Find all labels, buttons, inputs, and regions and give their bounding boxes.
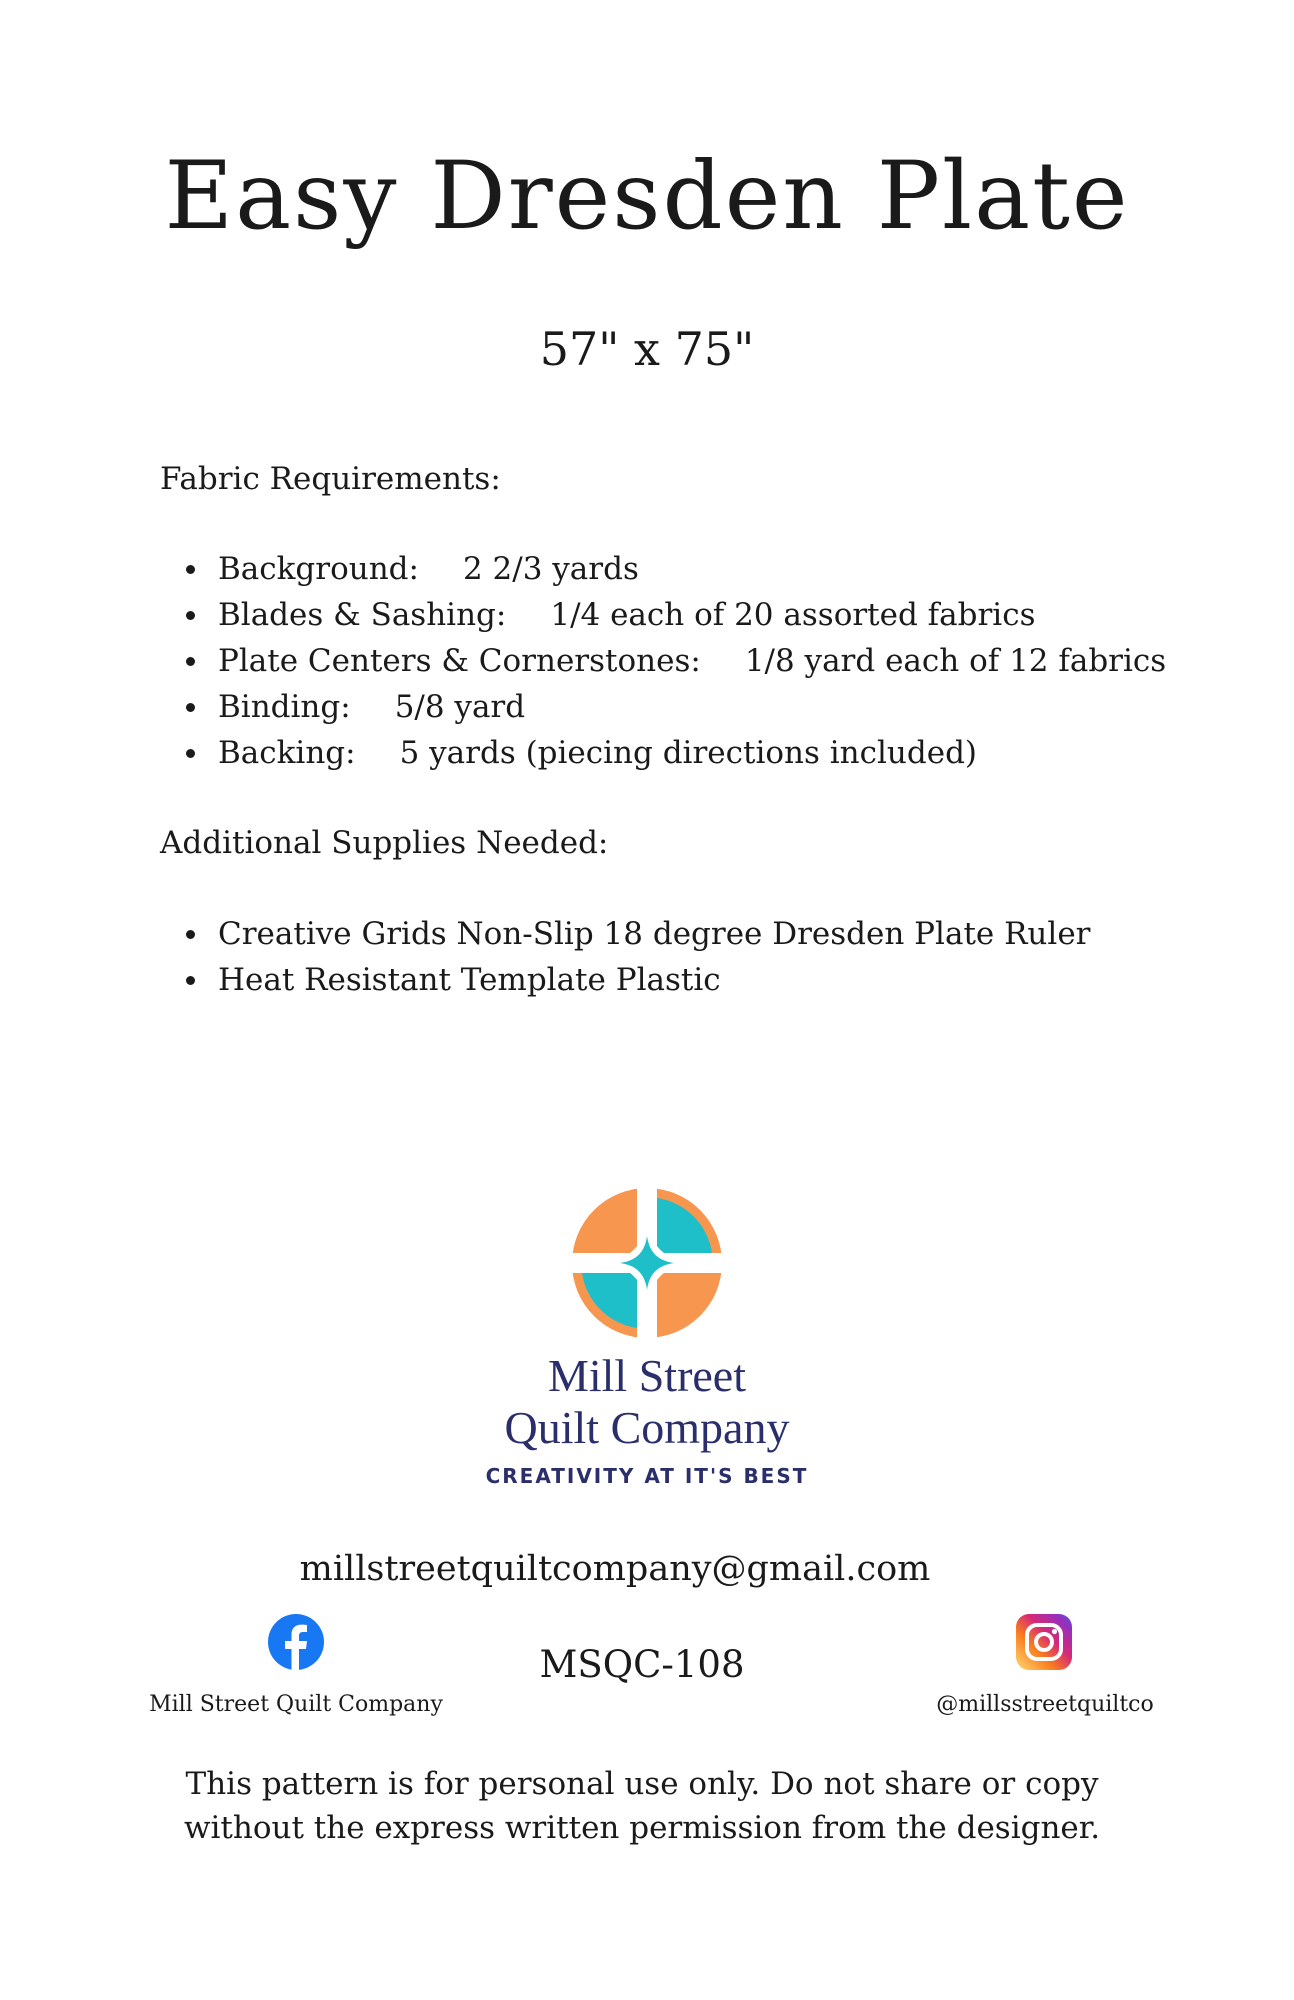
item-label: Background: — [218, 551, 419, 587]
additional-supplies-heading: Additional Supplies Needed: — [160, 825, 609, 861]
list-item — [160, 684, 1166, 730]
quilt-logo-icon — [572, 1188, 722, 1338]
page-title: Easy Dresden Plate — [164, 142, 1130, 251]
list-item — [160, 638, 1166, 684]
item-label: Plate Centers & Cornerstones: — [218, 643, 701, 679]
list-item — [160, 592, 1166, 638]
list-item: Heat Resistant Template Plastic — [160, 957, 1090, 1003]
instagram-icon[interactable] — [1016, 1614, 1072, 1670]
item-label: Blades & Sashing: — [218, 597, 507, 633]
list-item — [160, 546, 1166, 592]
item-value: 5 yards (piecing directions included) — [399, 735, 978, 771]
item-value: 1/8 yard each of 12 fabrics — [744, 643, 1167, 679]
item-value: 2 2/3 yards — [462, 551, 639, 587]
pattern-code: MSQC-108 — [539, 1643, 745, 1686]
item-value: 5/8 yard — [394, 689, 526, 725]
item-label: Binding: — [218, 689, 351, 725]
additional-supplies-list — [160, 911, 1090, 1003]
instagram-label: @millsstreetquiltco — [936, 1692, 1154, 1717]
item-value: 1/4 each of 20 assorted fabrics — [550, 597, 1036, 633]
contact-email[interactable]: millstreetquiltcompany@gmail.com — [299, 1549, 931, 1589]
list-item — [160, 730, 1166, 776]
logo-line2: Quilt Company — [504, 1402, 790, 1453]
logo-wordmark — [447, 1350, 847, 1488]
logo-tagline: CREATIVITY AT IT'S BEST — [485, 1464, 809, 1488]
logo-line1: Mill Street — [547, 1350, 747, 1401]
fabric-requirements-heading: Fabric Requirements: — [160, 461, 501, 497]
list-item: Creative Grids Non-Slip 18 degree Dresden Plate Ruler — [160, 911, 1090, 957]
disclaimer-line2: without the express written permission from the designer. — [183, 1810, 1101, 1846]
disclaimer-line1: This pattern is for personal use only. Do not share or copy — [185, 1766, 1099, 1802]
facebook-label: Mill Street Quilt Company — [149, 1692, 443, 1717]
quilt-size: 57" x 75" — [539, 322, 755, 376]
item-label: Backing: — [218, 735, 356, 771]
fabric-requirements-list — [160, 546, 1166, 776]
usage-disclaimer — [0, 1762, 1284, 1850]
